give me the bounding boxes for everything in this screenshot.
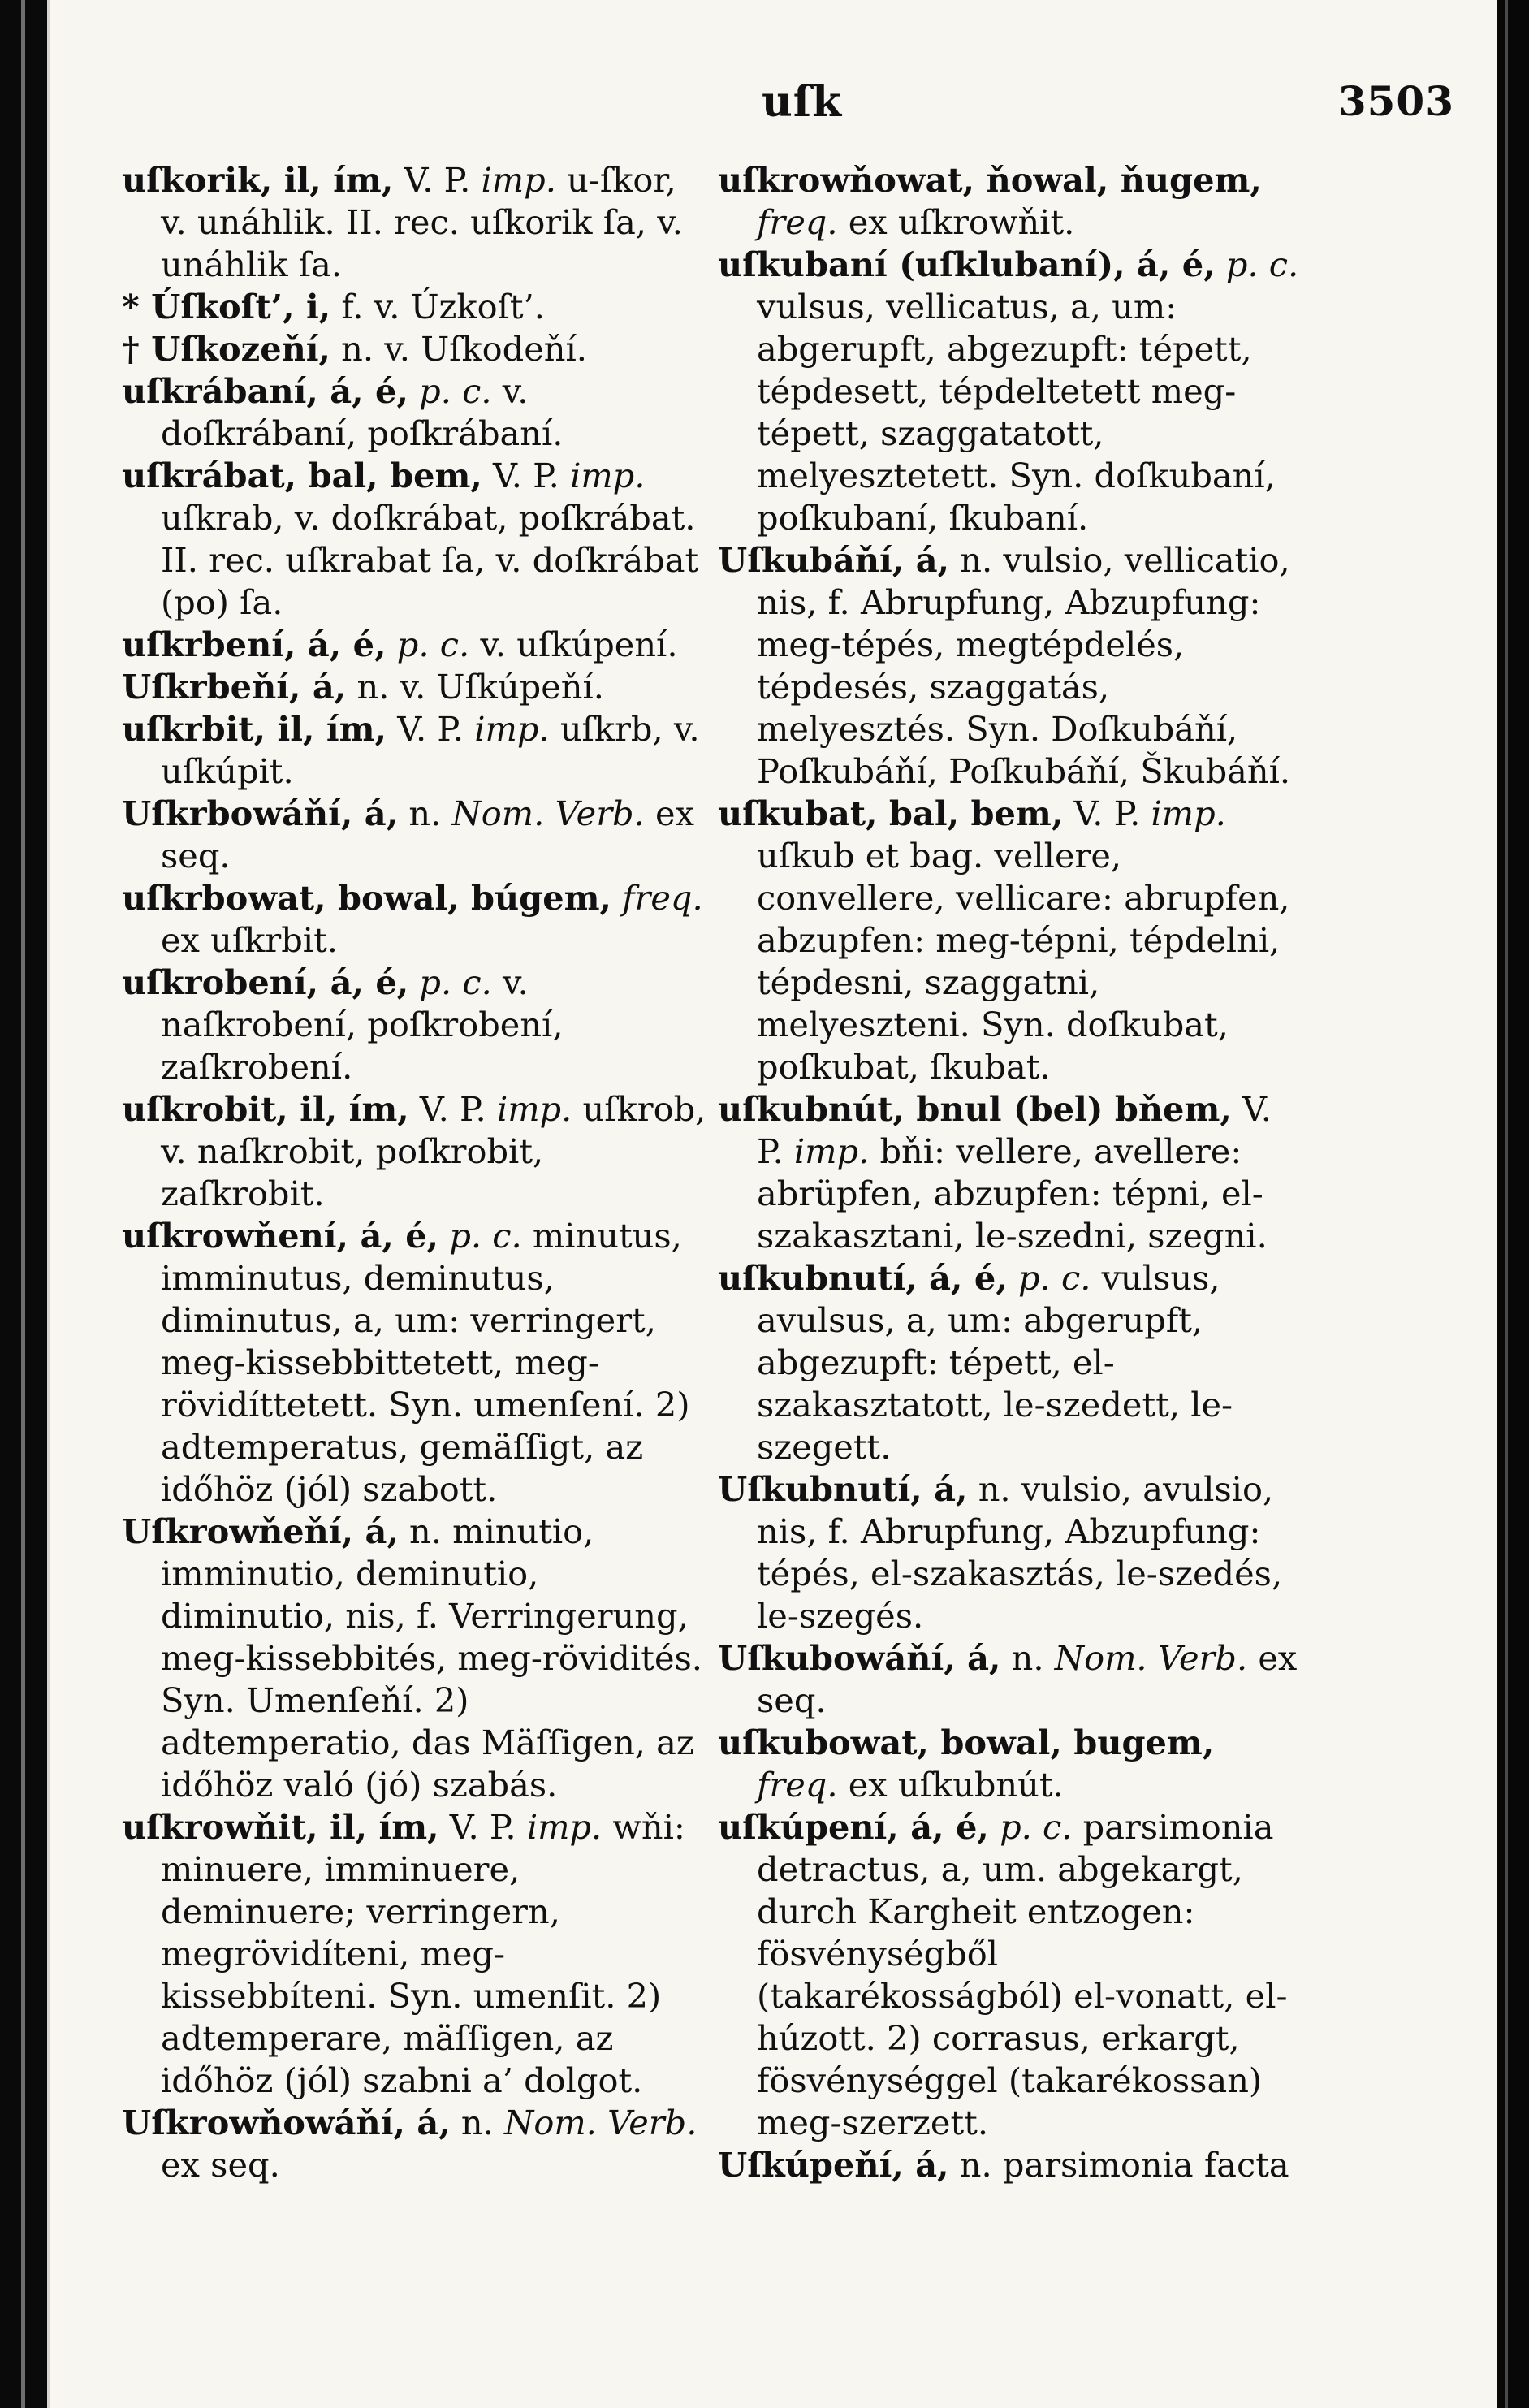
entry-text xyxy=(387,625,397,664)
entry-text xyxy=(438,1216,449,1256)
entry-text: n. minutio, imminutio, deminutio, diminutio, nis, f. Verringerung, meg-kissebbités, meg-rövidités. Syn. Umenſeňí. 2) adtemperatio, das Mäſſigen, az időhöz való (jó) szabás. xyxy=(161,1511,702,1805)
entry-definition: v. doſkrábaní, poſkrábaní. xyxy=(161,371,564,453)
entry-headword: uſkrábaní, á, é, xyxy=(122,371,408,411)
entry-text: n. parsimonia facta xyxy=(948,2145,1289,2185)
dictionary-entry xyxy=(122,286,706,328)
entry-headword: Uſkubnutí, á, xyxy=(718,1469,968,1509)
entry-grammar: imp. xyxy=(496,1089,572,1129)
entry-definition: vulsus, avulsus, a, um: abgerupft, abgezupft: tépett, el-szakasztatott, le-szedett, le-szegett. xyxy=(757,1258,1233,1467)
entry-text: n. v. Uſkúpeňí. xyxy=(346,667,604,707)
entry-definition: ex seq. xyxy=(161,793,694,875)
entry-text xyxy=(989,1807,1000,1847)
entry-headword: Uſkúpeňí, á, xyxy=(718,2145,949,2185)
dictionary-entry xyxy=(122,666,706,708)
entry-headword: uſkrábat, bal, bem, xyxy=(122,456,482,495)
entry-grammar: p. c. xyxy=(419,962,492,1002)
entry-text: V. P. xyxy=(387,709,475,749)
entry-grammar: p. c. xyxy=(1225,244,1299,284)
entry-grammar: freq. xyxy=(757,202,838,242)
entry-headword: uſkrobení, á, é, xyxy=(122,962,409,1002)
dictionary-entry xyxy=(122,1088,706,1215)
edge-line xyxy=(1505,0,1508,2408)
entry-definition: ex uſkrbit. xyxy=(161,920,338,960)
entry-text: n. xyxy=(450,2103,505,2142)
dictionary-entry xyxy=(122,1806,706,2102)
dictionary-entry xyxy=(718,1468,1302,1637)
entry-grammar: imp. xyxy=(474,709,550,749)
entry-definition: uſkrab, v. doſkrábat, poſkrábat. II. rec. uſkrabat ſa, v. doſkrábat (po) ſa. xyxy=(161,498,699,622)
entry-definition: uſkrob, v. naſkrobit, poſkrobit, zaſkrobit. xyxy=(161,1089,706,1213)
entry-text: n. xyxy=(398,793,452,833)
entry-grammar: p. c. xyxy=(1018,1258,1091,1298)
entry-text: V. P. xyxy=(438,1807,527,1847)
dictionary-entry xyxy=(718,244,1302,539)
dictionary-entry xyxy=(718,2144,1302,2186)
entry-headword: uſkrobit, il, ím, xyxy=(122,1089,409,1129)
entry-grammar: p. c. xyxy=(1000,1807,1073,1847)
entry-grammar: p. c. xyxy=(419,371,492,411)
entry-grammar: imp. xyxy=(793,1131,870,1171)
entry-headword: uſkrowňení, á, é, xyxy=(122,1216,439,1256)
gutter-line xyxy=(21,0,25,2408)
dictionary-entry xyxy=(718,539,1302,793)
entry-definition: ex uſkubnút. xyxy=(837,1765,1064,1805)
dictionary-entry xyxy=(122,793,706,877)
entry-text: n. vulsio, avulsio, nis, f. Abrupfung, Abzupfung: tépés, el-szakasztás, le-szedés, le-szegés. xyxy=(757,1469,1283,1636)
page-edge xyxy=(47,0,50,2408)
entry-text: n. vulsio, vellicatio, nis, f. Abrupfung, Abzupfung: meg-tépés, megtépdelés, tépdesés, szaggatás, melyesztés. Syn. Doſkubáňí, Poſkubáňí, Poſkubáňí, Škubáňí. xyxy=(757,540,1291,791)
entry-grammar: Nom. Verb. xyxy=(1054,1638,1248,1678)
entry-definition: uſkub et bag. vellere, convellere, vellicare: abrupfen, abzupfen: meg-tépni, tépdelni, tépdesni, szaggatni, melyeszteni. Syn. doſkubat, poſkubat, ſkubat. xyxy=(757,836,1290,1087)
dictionary-entry xyxy=(718,1257,1302,1468)
entry-headword: uſkubnút, bnul (bel) bňem, xyxy=(718,1089,1232,1129)
entry-headword: Uſkrowňeňí, á, xyxy=(122,1511,399,1551)
entry-definition: v. uſkúpení. xyxy=(469,625,678,664)
left-column xyxy=(122,159,706,2186)
dictionary-entry xyxy=(122,370,706,455)
entry-grammar: freq. xyxy=(757,1765,838,1805)
entry-grammar: imp. xyxy=(481,160,556,200)
entry-headword: uſkrowňit, il, ím, xyxy=(122,1807,439,1847)
dictionary-entry xyxy=(718,1722,1302,1806)
entry-text: V. P. xyxy=(393,160,482,200)
left-frame xyxy=(0,0,47,2408)
entry-headword: Uſkrbeňí, á, xyxy=(122,667,347,707)
dictionary-entry xyxy=(718,1806,1302,2144)
entry-definition: ex seq. xyxy=(161,2145,280,2185)
entry-definition: u-ſkor, v. unáhlik. II. rec. uſkorik ſa, v. unáhlik ſa. xyxy=(161,160,683,284)
entry-grammar: p. c. xyxy=(396,625,470,664)
entry-text xyxy=(1216,244,1226,284)
entry-definition: ex seq. xyxy=(757,1638,1298,1720)
entry-definition: bňi: vellere, avellere: abrüpfen, abzupfen: tépni, el-szakasztani, le-szedni, szegni. xyxy=(757,1131,1268,1256)
entry-text xyxy=(408,962,419,1002)
dictionary-entry xyxy=(122,2102,706,2186)
entry-text: V. P. xyxy=(757,1089,1272,1171)
entry-grammar: imp. xyxy=(570,456,646,495)
entry-headword: uſkubat, bal, bem, xyxy=(718,793,1064,833)
entry-definition: vulsus, vellicatus, a, um: abgerupft, abgezupft: tépett, tépdesett, tépdeltetett meg-tépett, szaggatatott, melyesztetett. Syn. doſkubaní, poſkubaní, ſkubaní. xyxy=(757,287,1276,538)
entry-definition: wňi: minuere, imminuere, deminuere; verringern, megrövidíteni, meg-kissebbíteni. Syn. umenſit. 2) adtemperare, mäſſigen, az időhöz (jól) szabni a’ dolgot. xyxy=(161,1807,685,2100)
entry-text: V. P. xyxy=(1063,793,1151,833)
entry-headword: uſkubowat, bowal, bugem, xyxy=(718,1723,1215,1762)
entry-headword: uſkrbení, á, é, xyxy=(122,625,387,664)
entry-headword: uſkúpení, á, é, xyxy=(718,1807,989,1847)
entry-definition: ex uſkrowňit. xyxy=(837,202,1075,242)
dictionary-entry xyxy=(122,328,706,370)
entry-headword: Uſkrowňowáňí, á, xyxy=(122,2103,451,2142)
entry-headword: Uſkrbowáňí, á, xyxy=(122,793,399,833)
dictionary-entry xyxy=(718,1637,1302,1722)
entry-headword: uſkubnutí, á, é, xyxy=(718,1258,1008,1298)
entry-text: V. P. xyxy=(408,1089,497,1129)
entry-headword: uſkorik, il, ím, xyxy=(122,160,394,200)
entry-headword: Uſkubáňí, á, xyxy=(718,540,950,580)
dictionary-entry xyxy=(122,877,706,962)
dictionary-entry xyxy=(122,962,706,1088)
dictionary-entry xyxy=(122,624,706,666)
entry-definition: v. naſkrobení, poſkrobení, zaſkrobení. xyxy=(161,962,564,1087)
entry-headword: uſkrowňowat, ňowal, ňugem, xyxy=(718,160,1262,200)
entry-text xyxy=(1008,1258,1018,1298)
entry-grammar: p. c. xyxy=(449,1216,522,1256)
right-frame xyxy=(1497,0,1529,2408)
entry-headword: uſkrbit, il, ím, xyxy=(122,709,387,749)
entry-text: n. v. Uſkodeňí. xyxy=(330,329,587,369)
dictionary-entry xyxy=(122,708,706,793)
entry-grammar: Nom. Verb. xyxy=(451,793,645,833)
entry-grammar: imp. xyxy=(1151,793,1226,833)
entry-definition: parsimonia detractus, a, um. abgekargt, durch Kargheit entzogen: fösvénységből (takarékosságból) el-vonatt, el-húzott. 2) corrasus, erkargt, fösvénységgel (takarékossan) meg-szerzett. xyxy=(757,1807,1288,2142)
entry-headword: † Uſkozeňí, xyxy=(122,329,330,369)
entry-headword: uſkubaní (uſklubaní), á, é, xyxy=(718,244,1216,284)
entry-definition: minutus, imminutus, deminutus, diminutus, a, um: verringert, meg-kissebbittetett, meg-rövidíttetett. Syn. umenſení. 2) adtemperatus, gemäſſigt, az időhöz (jól) szabott. xyxy=(161,1216,690,1509)
entry-text: f. v. Úzkoſt’. xyxy=(330,287,545,326)
dictionary-entry xyxy=(718,793,1302,1088)
entry-text: n. xyxy=(1000,1638,1055,1678)
dictionary-entry xyxy=(718,1088,1302,1257)
entry-definition: uſkrb, v. uſkúpit. xyxy=(161,709,700,791)
entry-headword: uſkrbowat, bowal, búgem, xyxy=(122,878,611,918)
dictionary-entry xyxy=(718,159,1302,244)
page-number: 3503 xyxy=(1337,77,1454,125)
right-column xyxy=(718,159,1302,2186)
dictionary-entry xyxy=(122,455,706,624)
entry-text xyxy=(408,371,419,411)
catchword: uſk xyxy=(762,77,843,127)
dictionary-entry xyxy=(122,159,706,286)
dictionary-page xyxy=(47,0,1497,2408)
entry-grammar: Nom. Verb. xyxy=(504,2103,698,2142)
entry-headword: * Úſkoſt’, i, xyxy=(122,287,331,326)
entry-grammar: imp. xyxy=(526,1807,603,1847)
dictionary-entry xyxy=(122,1215,706,1511)
dictionary-entry xyxy=(122,1511,706,1806)
entry-headword: Uſkubowáňí, á, xyxy=(718,1638,1001,1678)
page-header xyxy=(47,77,1497,126)
entry-grammar: freq. xyxy=(622,878,703,918)
entry-text xyxy=(611,878,622,918)
entry-text: V. P. xyxy=(482,456,571,495)
